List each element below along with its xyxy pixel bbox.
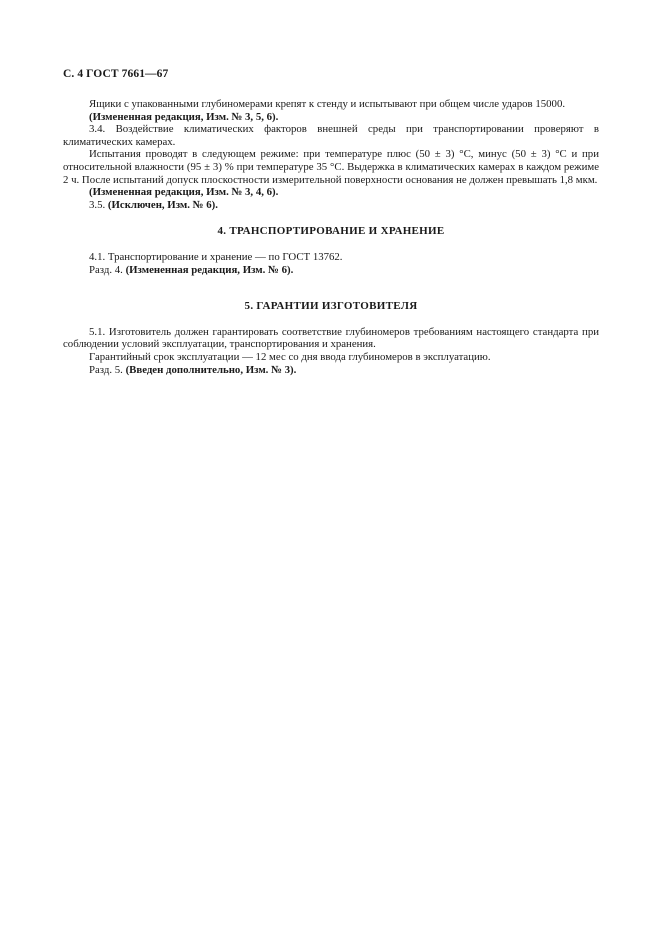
section-4-note-prefix: Разд. 4. bbox=[89, 263, 123, 276]
section-4-note-text: (Измененная редакция, Изм. № 6). bbox=[125, 263, 294, 276]
document-body bbox=[63, 98, 599, 376]
section-5-title: 5. ГАРАНТИИ ИЗГОТОВИТЕЛЯ bbox=[244, 300, 418, 313]
amendment-note-2: (Измененная редакция, Изм. № 3, 4, 6). bbox=[89, 186, 279, 199]
section-5-note bbox=[63, 364, 599, 377]
page-header: С. 4 ГОСТ 7661—67 bbox=[63, 68, 169, 80]
paragraph-boxes-test: Ящики с упакованными глубиномерами крепят к стенду и испытывают при общем числе ударов 15000. bbox=[89, 98, 566, 110]
paragraph-3-4: 3.4. Воздействие климатических факторов внешней среды при транспортировании проверяют в климатических камерах. bbox=[63, 123, 599, 148]
section-5-note-prefix: Разд. 5. bbox=[89, 363, 123, 376]
paragraph-5-1: 5.1. Изготовитель должен гарантировать соответствие глубиномеров требованиям настоящего стандарта при соблюдении условий эксплуатации, транспортирования и хранения. bbox=[63, 325, 599, 351]
amendment-note-1: (Измененная редакция, Изм. № 3, 5, 6). bbox=[89, 110, 279, 123]
section-4-title: 4. ТРАНСПОРТИРОВАНИЕ И ХРАНЕНИЕ bbox=[217, 225, 445, 238]
section-5-note-text: (Введен дополнительно, Изм. № 3). bbox=[125, 363, 297, 376]
section-4-note bbox=[63, 264, 599, 277]
paragraph-4-1: 4.1. Транспортирование и хранение — по ГОСТ 13762. bbox=[89, 250, 343, 263]
paragraph-warranty-term: Гарантийный срок эксплуатации — 12 мес со дня ввода глубиномеров в эксплуатацию. bbox=[89, 350, 491, 363]
paragraph-3-5-number: 3.5. bbox=[89, 198, 106, 211]
paragraph-test-mode: Испытания проводят в следующем режиме: при температуре плюс (50 ± 3) °С, минус (50 ± 3) °С и при относительной влажности (95 ± 3) % при температуре 35 °С. Выдержка в климатических камерах в каждом режиме 2 ч. После испытаний допуск плоскостности измерительной поверхности основания не должен превышать 1,8 мкм. bbox=[63, 148, 599, 186]
paragraph-3-5 bbox=[63, 199, 599, 212]
paragraph-3-5-note: (Исключен, Изм. № 6). bbox=[107, 198, 218, 211]
